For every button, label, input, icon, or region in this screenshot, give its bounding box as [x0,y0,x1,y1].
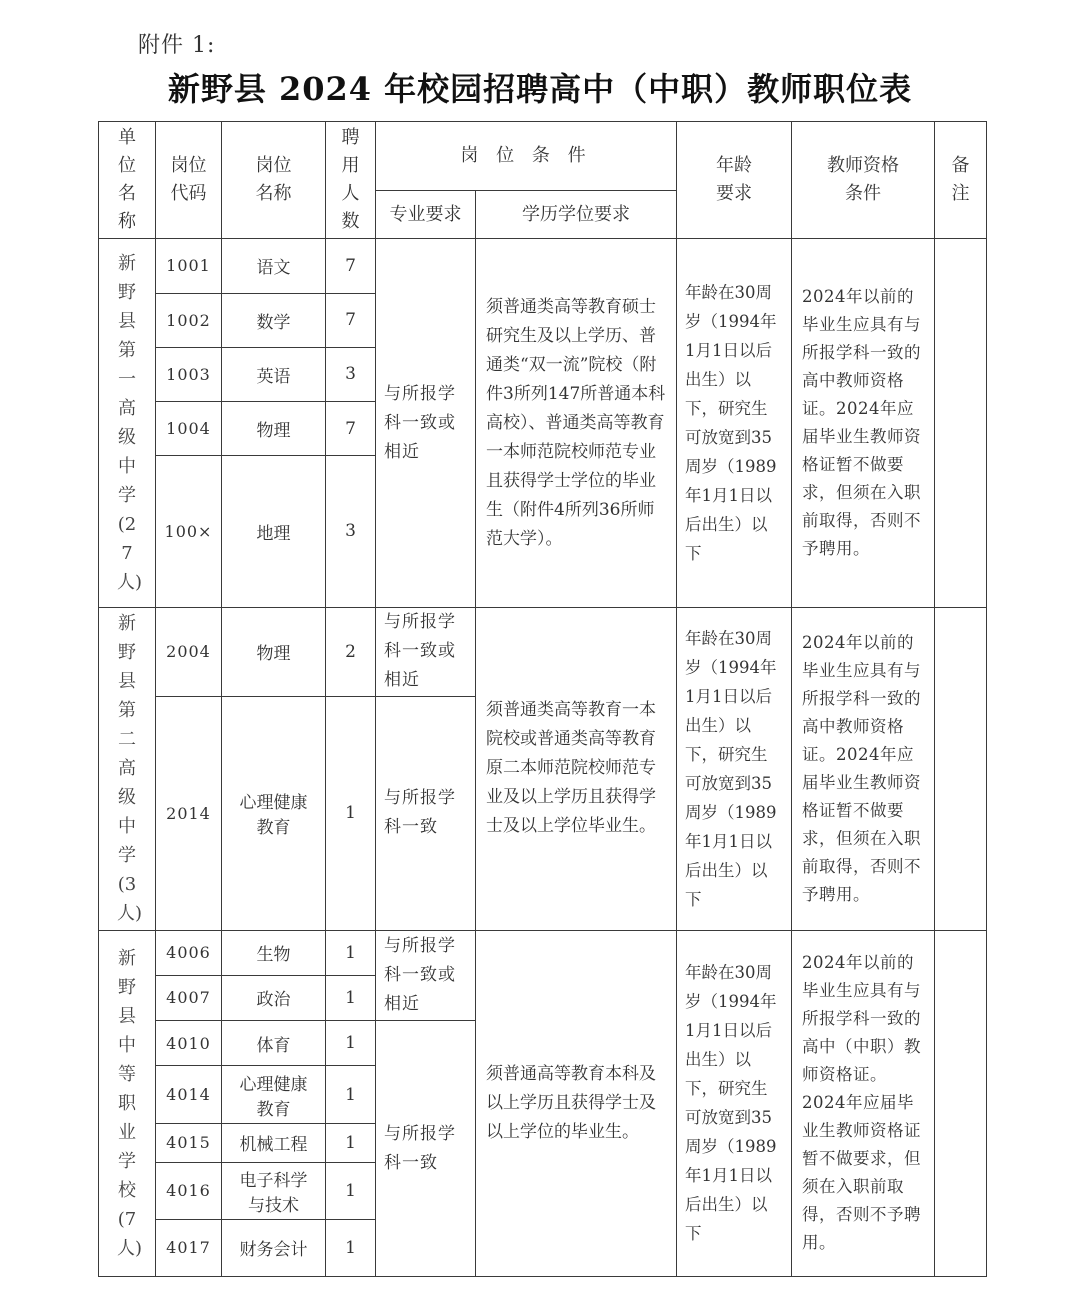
post-name-cell: 心理健康教育 [222,696,326,930]
major-requirement-cell: 与所报学科一致 [376,1021,476,1277]
post-code-cell: 4017 [156,1219,222,1276]
header-conditions: 岗 位 条 件 [376,122,677,191]
header-education: 学历学位要求 [476,191,677,239]
remark-cell [935,239,987,607]
post-name-cell: 电子科学与技术 [222,1162,326,1219]
post-name-cell: 语文 [222,239,326,293]
post-code-cell: 4006 [156,930,222,975]
header-age: 年龄要求 [677,122,792,239]
post-name-cell: 英语 [222,347,326,401]
hire-count-cell: 7 [326,239,376,293]
hire-count-cell: 1 [326,1021,376,1066]
post-name-cell: 物理 [222,401,326,455]
hire-count-cell: 1 [326,1162,376,1219]
unit-name-cell: 新野县第二高级中学(3人) [99,607,156,930]
post-code-cell: 2004 [156,607,222,696]
post-name-cell: 地理 [222,456,326,608]
header-row [99,122,987,191]
post-code-cell: 1002 [156,293,222,347]
hire-count-cell: 2 [326,607,376,696]
post-name-cell: 生物 [222,930,326,975]
table-row [99,930,987,975]
hire-count-cell: 1 [326,930,376,975]
qualification-cell: 2024年以前的毕业生应具有与所报学科一致的高中教师资格证。2024年应届毕业生教师资格证暂不做要求，但须在入职前取得，否则不予聘用。 [792,607,935,930]
header-post-code: 岗位代码 [156,122,222,239]
qualification-cell: 2024年以前的毕业生应具有与所报学科一致的高中教师资格证。2024年应届毕业生教师资格证暂不做要求，但须在入职前取得，否则不予聘用。 [792,239,935,607]
age-requirement-cell: 年龄在30周岁（1994年1月1日以后出生）以下，研究生可放宽到35周岁（1989年1月1日以后出生）以下 [677,239,792,607]
post-code-cell: 1004 [156,401,222,455]
table-row [99,239,987,293]
table-row [99,607,987,696]
education-requirement-cell: 须普通类高等教育一本院校或普通类高等教育原二本师范院校师范专业及以上学历且获得学士及以上学位毕业生。 [476,607,677,930]
post-name-cell: 体育 [222,1021,326,1066]
remark-cell [935,930,987,1276]
post-code-cell: 2014 [156,696,222,930]
major-requirement-cell: 与所报学科一致 [376,696,476,930]
post-code-cell: 4010 [156,1021,222,1066]
header-remark: 备注 [935,122,987,239]
header-major: 专业要求 [376,191,476,239]
hire-count-cell: 3 [326,456,376,608]
major-requirement-cell: 与所报学科一致或相近 [376,930,476,1020]
hire-count-cell: 7 [326,293,376,347]
remark-cell [935,607,987,930]
post-name-cell: 物理 [222,607,326,696]
hire-count-cell: 3 [326,347,376,401]
header-post-name: 岗位名称 [222,122,326,239]
header-unit: 单位名称 [99,122,156,239]
header-hire-count: 聘用人数 [326,122,376,239]
post-code-cell: 4016 [156,1162,222,1219]
post-code-cell: 4007 [156,975,222,1020]
unit-name-cell: 新野县中等职业学校(7人) [99,930,156,1276]
major-requirement-cell: 与所报学科一致或相近 [376,239,476,607]
hire-count-cell: 7 [326,401,376,455]
post-code-cell: 100× [156,456,222,608]
age-requirement-cell: 年龄在30周岁（1994年1月1日以后出生）以下，研究生可放宽到35周岁（1989年1月1日以后出生）以下 [677,607,792,930]
unit-name-cell: 新野县第一高级中学(27人) [99,239,156,607]
qualification-cell: 2024年以前的毕业生应具有与所报学科一致的高中（中职）教师资格证。2024年应届毕业生教师资格证暂不做要求，但须在入职前取得，否则不予聘用。 [792,930,935,1276]
post-code-cell: 1001 [156,239,222,293]
major-requirement-cell: 与所报学科一致或相近 [376,607,476,696]
hire-count-cell: 1 [326,1219,376,1276]
attachment-label: 附件 1: [138,33,216,58]
post-code-cell: 1003 [156,347,222,401]
post-name-cell: 数学 [222,293,326,347]
hire-count-cell: 1 [326,696,376,930]
education-requirement-cell: 须普通类高等教育硕士研究生及以上学历、普通类“双一流”院校（附件3所列147所普通本科高校）、普通类高等教育一本师范院校师范专业且获得学士学位的毕业生（附件4所列36所师范大学）。 [476,239,677,607]
page-title: 新野县 2024 年校园招聘高中（中职）教师职位表 [167,70,913,108]
age-requirement-cell: 年龄在30周岁（1994年1月1日以后出生）以下，研究生可放宽到35周岁（1989年1月1日以后出生）以下 [677,930,792,1276]
hire-count-cell: 1 [326,1124,376,1162]
post-name-cell: 政治 [222,975,326,1020]
post-name-cell: 心理健康教育 [222,1066,326,1124]
header-qualification: 教师资格条件 [792,122,935,239]
hire-count-cell: 1 [326,1066,376,1124]
hire-count-cell: 1 [326,975,376,1020]
job-position-table [98,121,987,1277]
post-name-cell: 财务会计 [222,1219,326,1276]
post-code-cell: 4014 [156,1066,222,1124]
post-name-cell: 机械工程 [222,1124,326,1162]
post-code-cell: 4015 [156,1124,222,1162]
education-requirement-cell: 须普通高等教育本科及以上学历且获得学士及以上学位的毕业生。 [476,930,677,1276]
